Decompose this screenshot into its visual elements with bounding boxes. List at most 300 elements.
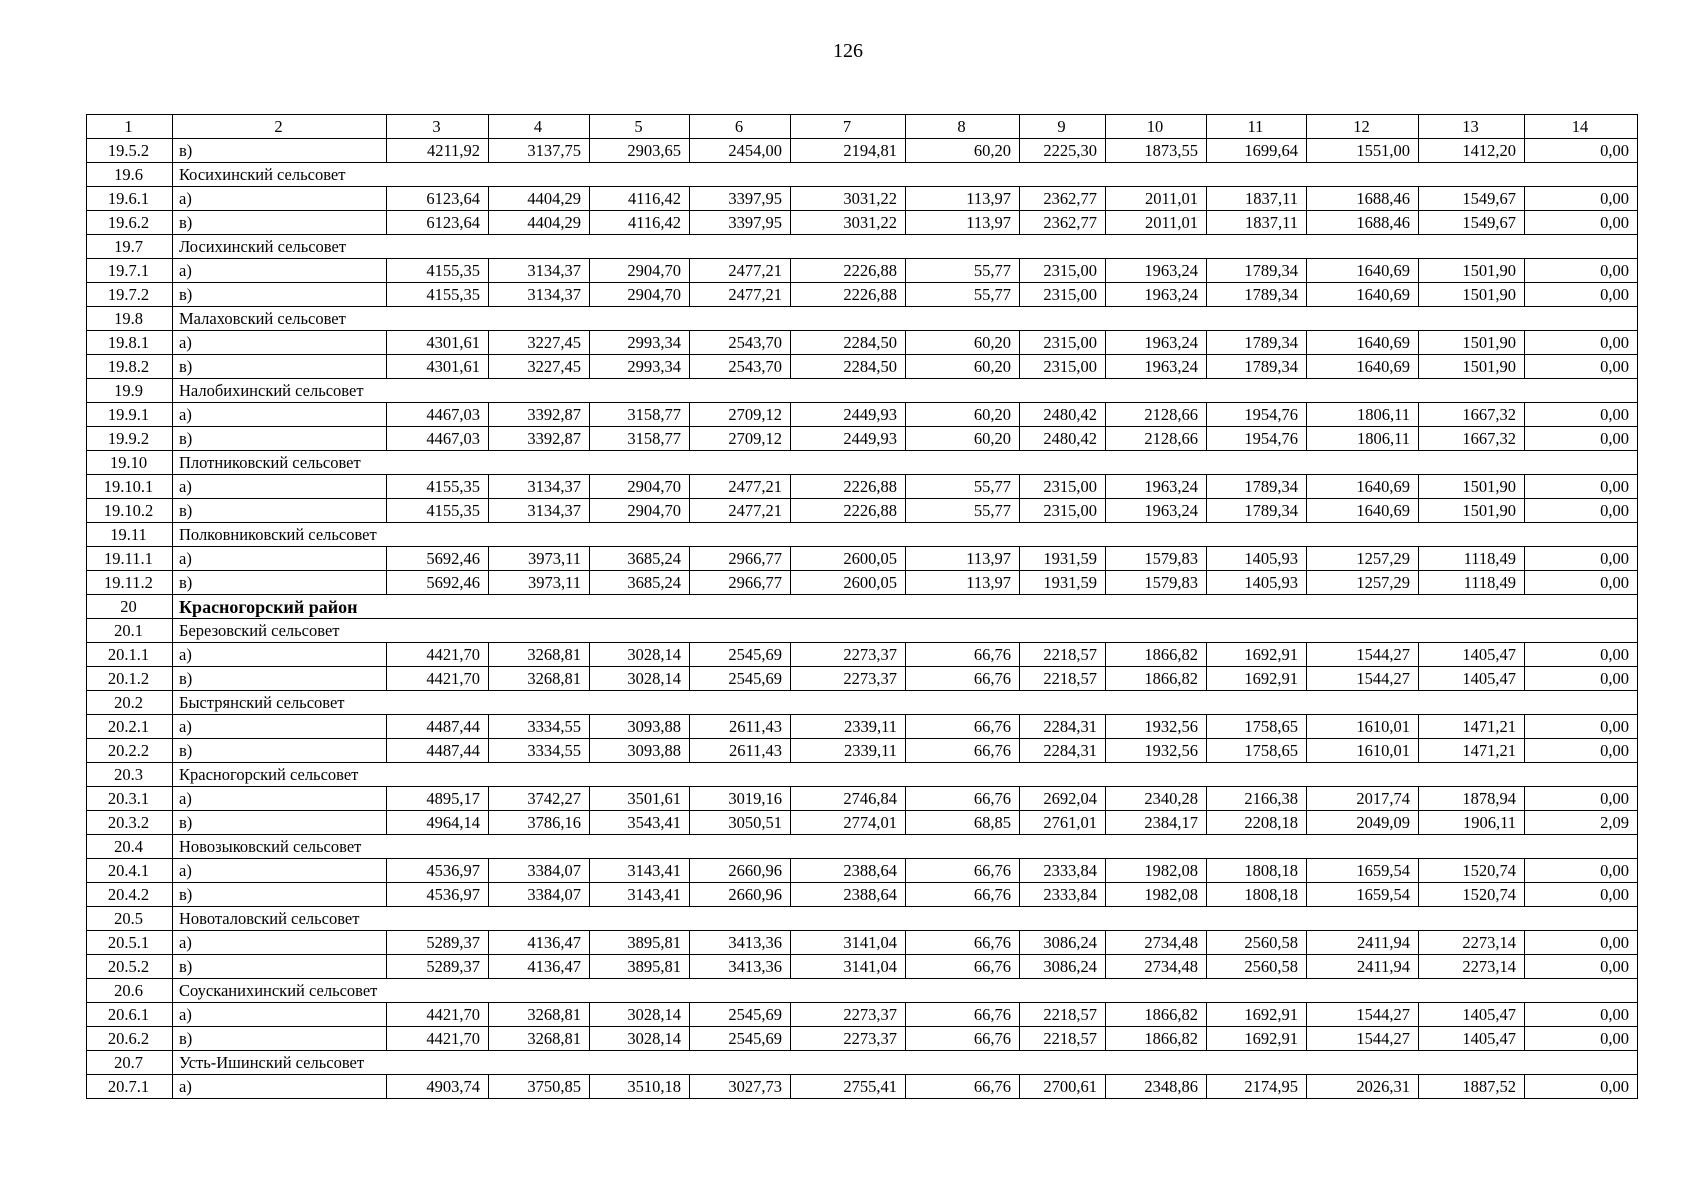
value-cell: 3973,11	[489, 571, 590, 595]
value-cell: 3413,36	[690, 955, 791, 979]
value-cell: 3392,87	[489, 403, 590, 427]
value-cell: 3685,24	[590, 547, 690, 571]
row-code: 19.10.2	[87, 499, 173, 523]
table-row	[87, 931, 1638, 955]
value-cell: 2128,66	[1106, 403, 1207, 427]
row-label: в)	[173, 499, 387, 523]
value-cell: 3134,37	[489, 259, 590, 283]
value-cell: 3028,14	[590, 667, 690, 691]
value-cell: 1963,24	[1106, 499, 1207, 523]
value-cell: 2339,11	[791, 739, 906, 763]
value-cell: 2480,42	[1020, 403, 1106, 427]
value-cell: 2904,70	[590, 499, 690, 523]
value-cell: 1257,29	[1307, 547, 1419, 571]
value-cell: 1873,55	[1106, 139, 1207, 163]
value-cell: 2284,50	[791, 355, 906, 379]
value-cell: 1808,18	[1207, 859, 1307, 883]
value-cell: 2273,37	[791, 1027, 906, 1051]
value-cell: 2226,88	[791, 499, 906, 523]
row-code: 20.2	[87, 691, 173, 715]
value-cell: 2339,11	[791, 715, 906, 739]
value-cell: 2761,01	[1020, 811, 1106, 835]
value-cell: 4155,35	[387, 475, 489, 499]
row-code: 19.6.2	[87, 211, 173, 235]
value-cell: 0,00	[1525, 1027, 1638, 1051]
table-row	[87, 571, 1638, 595]
value-cell: 2611,43	[690, 739, 791, 763]
value-cell: 0,00	[1525, 883, 1638, 907]
value-cell: 0,00	[1525, 715, 1638, 739]
table-row	[87, 715, 1638, 739]
value-cell: 4467,03	[387, 403, 489, 427]
value-cell: 3028,14	[590, 1027, 690, 1051]
value-cell: 2611,43	[690, 715, 791, 739]
value-cell: 2477,21	[690, 475, 791, 499]
value-cell: 1520,74	[1419, 859, 1525, 883]
value-cell: 55,77	[906, 475, 1020, 499]
column-number: 9	[1020, 115, 1106, 139]
value-cell: 2226,88	[791, 259, 906, 283]
value-cell: 1954,76	[1207, 403, 1307, 427]
value-cell: 1866,82	[1106, 667, 1207, 691]
table-row	[87, 667, 1638, 691]
value-cell: 0,00	[1525, 931, 1638, 955]
value-cell: 1963,24	[1106, 475, 1207, 499]
column-number: 10	[1106, 115, 1207, 139]
row-code: 20.6.2	[87, 1027, 173, 1051]
row-label: в)	[173, 427, 387, 451]
value-cell: 2226,88	[791, 475, 906, 499]
value-cell: 4421,70	[387, 1027, 489, 1051]
value-cell: 1667,32	[1419, 403, 1525, 427]
value-cell: 2543,70	[690, 331, 791, 355]
value-cell: 0,00	[1525, 331, 1638, 355]
header-row	[87, 115, 1638, 139]
value-cell: 4301,61	[387, 355, 489, 379]
value-cell: 3134,37	[489, 499, 590, 523]
value-cell: 1963,24	[1106, 259, 1207, 283]
section-title: Полковниковский сельсовет	[173, 523, 1638, 547]
value-cell: 4895,17	[387, 787, 489, 811]
value-cell: 2340,28	[1106, 787, 1207, 811]
value-cell: 2,09	[1525, 811, 1638, 835]
column-number: 7	[791, 115, 906, 139]
value-cell: 2560,58	[1207, 931, 1307, 955]
value-cell: 1837,11	[1207, 211, 1307, 235]
value-cell: 3334,55	[489, 715, 590, 739]
value-cell: 2315,00	[1020, 259, 1106, 283]
row-code: 19.11.2	[87, 571, 173, 595]
value-cell: 0,00	[1525, 547, 1638, 571]
column-number: 3	[387, 115, 489, 139]
value-cell: 1837,11	[1207, 187, 1307, 211]
value-cell: 4301,61	[387, 331, 489, 355]
value-cell: 1405,93	[1207, 547, 1307, 571]
row-label: в)	[173, 571, 387, 595]
value-cell: 1549,67	[1419, 211, 1525, 235]
value-cell: 2543,70	[690, 355, 791, 379]
value-cell: 1501,90	[1419, 259, 1525, 283]
value-cell: 4536,97	[387, 859, 489, 883]
row-label: а)	[173, 547, 387, 571]
value-cell: 1954,76	[1207, 427, 1307, 451]
value-cell: 3397,95	[690, 211, 791, 235]
value-cell: 2449,93	[791, 403, 906, 427]
value-cell: 2709,12	[690, 403, 791, 427]
column-number: 11	[1207, 115, 1307, 139]
value-cell: 1544,27	[1307, 1027, 1419, 1051]
row-code: 20.2.1	[87, 715, 173, 739]
row-code: 19.9.2	[87, 427, 173, 451]
row-label: а)	[173, 715, 387, 739]
value-cell: 2128,66	[1106, 427, 1207, 451]
row-label: в)	[173, 211, 387, 235]
value-cell: 2477,21	[690, 259, 791, 283]
value-cell: 1789,34	[1207, 331, 1307, 355]
value-cell: 66,76	[906, 1075, 1020, 1099]
row-code: 19.10.1	[87, 475, 173, 499]
value-cell: 4536,97	[387, 883, 489, 907]
value-cell: 1501,90	[1419, 499, 1525, 523]
row-code: 20.6	[87, 979, 173, 1003]
value-cell: 5692,46	[387, 571, 489, 595]
value-cell: 2449,93	[791, 427, 906, 451]
value-cell: 1405,47	[1419, 1003, 1525, 1027]
column-number: 13	[1419, 115, 1525, 139]
tariff-table	[86, 114, 1638, 1099]
section-title: Косихинский сельсовет	[173, 163, 1638, 187]
row-label: в)	[173, 883, 387, 907]
section-row	[87, 691, 1638, 715]
table-row	[87, 1027, 1638, 1051]
value-cell: 2284,31	[1020, 739, 1106, 763]
value-cell: 2904,70	[590, 283, 690, 307]
row-code: 19.9.1	[87, 403, 173, 427]
value-cell: 1471,21	[1419, 715, 1525, 739]
value-cell: 2966,77	[690, 571, 791, 595]
row-code: 19.10	[87, 451, 173, 475]
value-cell: 3141,04	[791, 931, 906, 955]
value-cell: 2362,77	[1020, 211, 1106, 235]
row-label: а)	[173, 859, 387, 883]
table-body	[87, 115, 1638, 1099]
value-cell: 3895,81	[590, 955, 690, 979]
row-code: 20.2.2	[87, 739, 173, 763]
value-cell: 1692,91	[1207, 643, 1307, 667]
value-cell: 1808,18	[1207, 883, 1307, 907]
value-cell: 1501,90	[1419, 355, 1525, 379]
value-cell: 1471,21	[1419, 739, 1525, 763]
row-code: 19.11.1	[87, 547, 173, 571]
value-cell: 1699,64	[1207, 139, 1307, 163]
table-row	[87, 499, 1638, 523]
value-cell: 1789,34	[1207, 355, 1307, 379]
value-cell: 2194,81	[791, 139, 906, 163]
value-cell: 113,97	[906, 211, 1020, 235]
value-cell: 2993,34	[590, 331, 690, 355]
value-cell: 1789,34	[1207, 499, 1307, 523]
value-cell: 1931,59	[1020, 547, 1106, 571]
value-cell: 0,00	[1525, 211, 1638, 235]
row-label: а)	[173, 403, 387, 427]
section-title: Новозыковский сельсовет	[173, 835, 1638, 859]
value-cell: 1118,49	[1419, 571, 1525, 595]
value-cell: 2273,14	[1419, 955, 1525, 979]
row-code: 19.7.1	[87, 259, 173, 283]
value-cell: 2774,01	[791, 811, 906, 835]
value-cell: 1549,67	[1419, 187, 1525, 211]
value-cell: 3086,24	[1020, 931, 1106, 955]
value-cell: 3268,81	[489, 1003, 590, 1027]
value-cell: 2660,96	[690, 883, 791, 907]
value-cell: 2226,88	[791, 283, 906, 307]
value-cell: 1688,46	[1307, 187, 1419, 211]
value-cell: 1963,24	[1106, 331, 1207, 355]
value-cell: 66,76	[906, 667, 1020, 691]
value-cell: 2049,09	[1307, 811, 1419, 835]
value-cell: 3134,37	[489, 475, 590, 499]
value-cell: 4116,42	[590, 211, 690, 235]
value-cell: 1887,52	[1419, 1075, 1525, 1099]
value-cell: 2709,12	[690, 427, 791, 451]
value-cell: 3031,22	[791, 211, 906, 235]
value-cell: 3093,88	[590, 715, 690, 739]
value-cell: 1906,11	[1419, 811, 1525, 835]
value-cell: 1932,56	[1106, 715, 1207, 739]
value-cell: 5289,37	[387, 931, 489, 955]
value-cell: 1692,91	[1207, 667, 1307, 691]
row-code: 19.7.2	[87, 283, 173, 307]
value-cell: 68,85	[906, 811, 1020, 835]
value-cell: 4155,35	[387, 499, 489, 523]
value-cell: 3501,61	[590, 787, 690, 811]
value-cell: 5692,46	[387, 547, 489, 571]
value-cell: 2225,30	[1020, 139, 1106, 163]
value-cell: 2903,65	[590, 139, 690, 163]
value-cell: 2218,57	[1020, 667, 1106, 691]
table-row	[87, 811, 1638, 835]
table-row	[87, 139, 1638, 163]
row-label: в)	[173, 355, 387, 379]
value-cell: 1640,69	[1307, 475, 1419, 499]
value-cell: 3413,36	[690, 931, 791, 955]
section-row	[87, 451, 1638, 475]
value-cell: 1659,54	[1307, 859, 1419, 883]
value-cell: 1640,69	[1307, 259, 1419, 283]
value-cell: 1405,47	[1419, 1027, 1525, 1051]
value-cell: 66,76	[906, 955, 1020, 979]
value-cell: 2700,61	[1020, 1075, 1106, 1099]
value-cell: 6123,64	[387, 187, 489, 211]
value-cell: 3392,87	[489, 427, 590, 451]
row-label: в)	[173, 955, 387, 979]
value-cell: 6123,64	[387, 211, 489, 235]
value-cell: 4903,74	[387, 1075, 489, 1099]
value-cell: 2284,31	[1020, 715, 1106, 739]
value-cell: 3086,24	[1020, 955, 1106, 979]
value-cell: 4404,29	[489, 211, 590, 235]
row-label: в)	[173, 1027, 387, 1051]
value-cell: 66,76	[906, 931, 1020, 955]
value-cell: 4211,92	[387, 139, 489, 163]
value-cell: 0,00	[1525, 283, 1638, 307]
row-code: 20.5	[87, 907, 173, 931]
value-cell: 1579,83	[1106, 571, 1207, 595]
section-title: Новоталовский сельсовет	[173, 907, 1638, 931]
value-cell: 3143,41	[590, 859, 690, 883]
value-cell: 1932,56	[1106, 739, 1207, 763]
value-cell: 2284,50	[791, 331, 906, 355]
value-cell: 2017,74	[1307, 787, 1419, 811]
value-cell: 3050,51	[690, 811, 791, 835]
value-cell: 2348,86	[1106, 1075, 1207, 1099]
row-code: 20.1.1	[87, 643, 173, 667]
value-cell: 1692,91	[1207, 1003, 1307, 1027]
section-row	[87, 163, 1638, 187]
value-cell: 2388,64	[791, 883, 906, 907]
value-cell: 4421,70	[387, 1003, 489, 1027]
table-row	[87, 259, 1638, 283]
value-cell: 3141,04	[791, 955, 906, 979]
value-cell: 2692,04	[1020, 787, 1106, 811]
value-cell: 3093,88	[590, 739, 690, 763]
table-row	[87, 475, 1638, 499]
value-cell: 2011,01	[1106, 211, 1207, 235]
value-cell: 2904,70	[590, 259, 690, 283]
value-cell: 0,00	[1525, 1075, 1638, 1099]
row-code: 20.3.2	[87, 811, 173, 835]
value-cell: 3384,07	[489, 883, 590, 907]
value-cell: 60,20	[906, 403, 1020, 427]
row-code: 19.6.1	[87, 187, 173, 211]
row-label: а)	[173, 331, 387, 355]
value-cell: 1878,94	[1419, 787, 1525, 811]
row-code: 20.7.1	[87, 1075, 173, 1099]
row-code: 20.4.1	[87, 859, 173, 883]
value-cell: 1667,32	[1419, 427, 1525, 451]
value-cell: 2333,84	[1020, 883, 1106, 907]
value-cell: 1806,11	[1307, 403, 1419, 427]
row-code: 19.5.2	[87, 139, 173, 163]
value-cell: 1544,27	[1307, 1003, 1419, 1027]
row-code: 20.7	[87, 1051, 173, 1075]
column-number: 1	[87, 115, 173, 139]
value-cell: 2218,57	[1020, 1003, 1106, 1027]
value-cell: 3031,22	[791, 187, 906, 211]
value-cell: 1789,34	[1207, 283, 1307, 307]
value-cell: 55,77	[906, 259, 1020, 283]
value-cell: 0,00	[1525, 643, 1638, 667]
value-cell: 3268,81	[489, 667, 590, 691]
district-row	[87, 595, 1638, 619]
value-cell: 4487,44	[387, 739, 489, 763]
value-cell: 1610,01	[1307, 739, 1419, 763]
value-cell: 66,76	[906, 787, 1020, 811]
value-cell: 3227,45	[489, 355, 590, 379]
value-cell: 2734,48	[1106, 931, 1207, 955]
value-cell: 4155,35	[387, 283, 489, 307]
value-cell: 5289,37	[387, 955, 489, 979]
value-cell: 66,76	[906, 643, 1020, 667]
section-title: Налобихинский сельсовет	[173, 379, 1638, 403]
value-cell: 0,00	[1525, 403, 1638, 427]
value-cell: 1579,83	[1106, 547, 1207, 571]
table-row	[87, 955, 1638, 979]
value-cell: 113,97	[906, 187, 1020, 211]
value-cell: 3397,95	[690, 187, 791, 211]
section-row	[87, 835, 1638, 859]
table-row	[87, 355, 1638, 379]
section-row	[87, 235, 1638, 259]
value-cell: 1501,90	[1419, 331, 1525, 355]
value-cell: 60,20	[906, 427, 1020, 451]
section-title: Плотниковский сельсовет	[173, 451, 1638, 475]
value-cell: 4421,70	[387, 667, 489, 691]
value-cell: 0,00	[1525, 667, 1638, 691]
value-cell: 1806,11	[1307, 427, 1419, 451]
value-cell: 3028,14	[590, 1003, 690, 1027]
value-cell: 0,00	[1525, 739, 1638, 763]
value-cell: 0,00	[1525, 1003, 1638, 1027]
value-cell: 2746,84	[791, 787, 906, 811]
value-cell: 4155,35	[387, 259, 489, 283]
value-cell: 4467,03	[387, 427, 489, 451]
table-row	[87, 331, 1638, 355]
value-cell: 1501,90	[1419, 475, 1525, 499]
value-cell: 2993,34	[590, 355, 690, 379]
value-cell: 2966,77	[690, 547, 791, 571]
section-title: Быстрянский сельсовет	[173, 691, 1638, 715]
value-cell: 4404,29	[489, 187, 590, 211]
value-cell: 2411,94	[1307, 955, 1419, 979]
table-row	[87, 547, 1638, 571]
row-code: 19.8.1	[87, 331, 173, 355]
section-title: Березовский сельсовет	[173, 619, 1638, 643]
value-cell: 2315,00	[1020, 283, 1106, 307]
value-cell: 4964,14	[387, 811, 489, 835]
value-cell: 2477,21	[690, 499, 791, 523]
value-cell: 3384,07	[489, 859, 590, 883]
value-cell: 3028,14	[590, 643, 690, 667]
value-cell: 113,97	[906, 547, 1020, 571]
table-row	[87, 187, 1638, 211]
value-cell: 1692,91	[1207, 1027, 1307, 1051]
row-code: 20.3.1	[87, 787, 173, 811]
value-cell: 3019,16	[690, 787, 791, 811]
value-cell: 2904,70	[590, 475, 690, 499]
value-cell: 2545,69	[690, 1027, 791, 1051]
row-code: 19.9	[87, 379, 173, 403]
value-cell: 2166,38	[1207, 787, 1307, 811]
value-cell: 3685,24	[590, 571, 690, 595]
row-code: 20.6.1	[87, 1003, 173, 1027]
value-cell: 3158,77	[590, 403, 690, 427]
value-cell: 3510,18	[590, 1075, 690, 1099]
value-cell: 3227,45	[489, 331, 590, 355]
value-cell: 1789,34	[1207, 259, 1307, 283]
row-code: 19.8.2	[87, 355, 173, 379]
row-code: 19.11	[87, 523, 173, 547]
value-cell: 1257,29	[1307, 571, 1419, 595]
value-cell: 2208,18	[1207, 811, 1307, 835]
section-title: Усть-Ишинский сельсовет	[173, 1051, 1638, 1075]
table-row	[87, 787, 1638, 811]
district-title: Красногорский район	[173, 595, 1638, 619]
value-cell: 55,77	[906, 499, 1020, 523]
row-code: 19.7	[87, 235, 173, 259]
value-cell: 2026,31	[1307, 1075, 1419, 1099]
value-cell: 1412,20	[1419, 139, 1525, 163]
